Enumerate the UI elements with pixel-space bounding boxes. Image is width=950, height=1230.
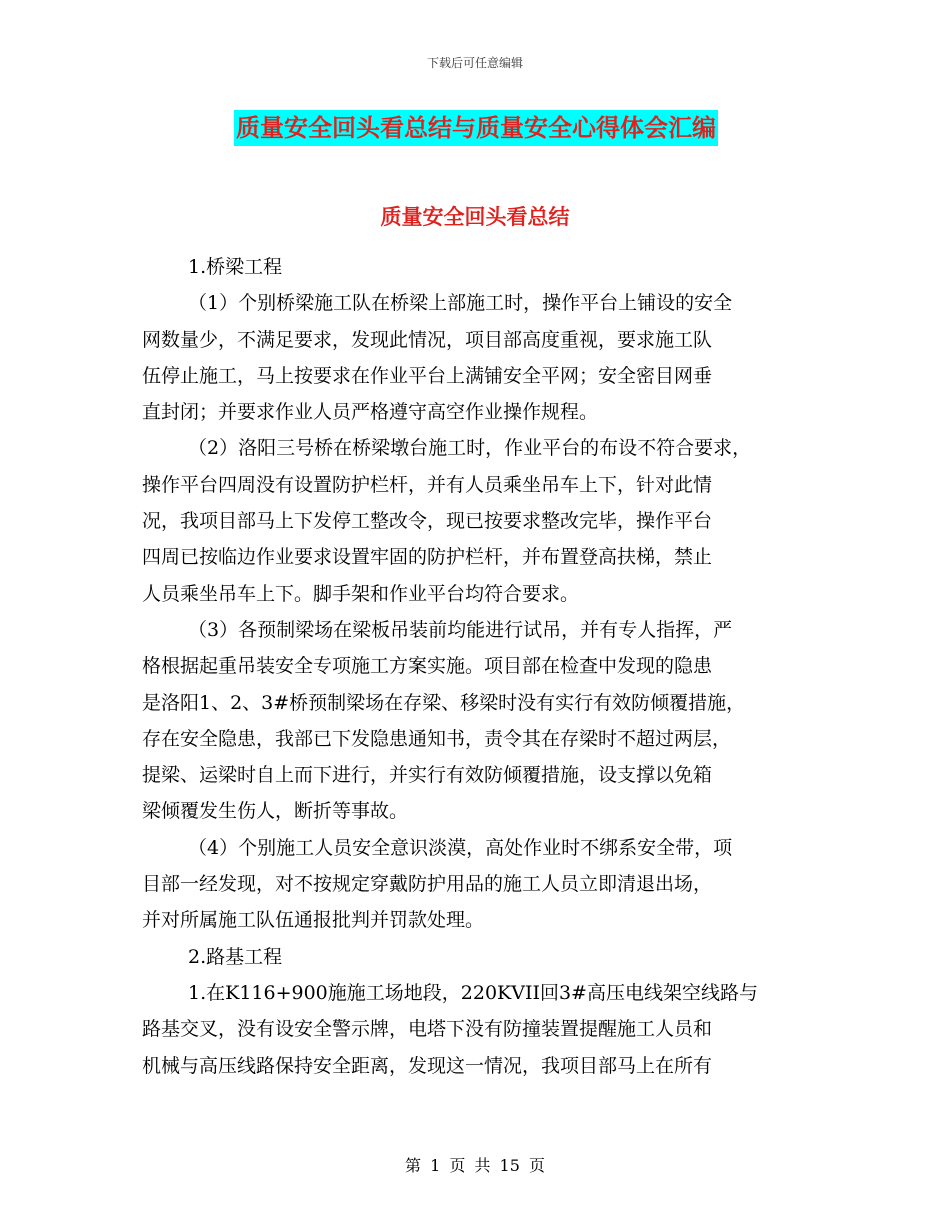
text-line: 格根据起重吊装安全专项施工方案实施。项目部在检查中发现的隐患 [142,655,713,678]
text-line: 路基交叉，没有设安全警示牌，电塔下没有防撞装置提醒施工人员和 [142,1018,713,1041]
header-note: 下载后可任意编辑 [426,56,523,70]
text-line: （4）个别施工人员安全意识淡漠，高处作业时不绑系安全带，项 [188,836,733,859]
text-line: 1.桥梁工程 [188,256,283,278]
body-text [142,249,832,1084]
text-line: 况，我项目部马上下发停工整改令，现已按要求整改完毕，操作平台 [142,510,713,533]
text-line: 网数量少，不满足要求，发现此情况，项目部高度重视，要求施工队 [142,328,713,351]
text-line: 存在安全隐患，我部已下发隐患通知书，责令其在存梁时不超过两层， [142,727,732,750]
text-line: 操作平台四周没有设置防护栏杆，并有人员乘坐吊车上下，针对此情 [142,473,713,496]
text-line: 四周已按临边作业要求设置牢固的防护栏杆，并布置登高扶梯，禁止 [142,546,713,569]
text-line: 1.在K116+900施施工场地段，220KVII回3#高压电线架空线路与 [188,981,758,1004]
text-line: 伍停止施工，马上按要求在作业平台上满铺安全平网；安全密目网垂 [142,364,713,387]
text-line: 是洛阳1、2、3#桥预制梁场在存梁、移梁时没有实行有效防倾覆措施， [142,691,746,714]
document-title: 质量安全回头看总结与质量安全心得体会汇编 [234,110,718,146]
section-title: 质量安全回头看总结 [380,204,570,229]
text-line: 2.路基工程 [188,945,283,968]
text-line: 并对所属施工队伍通报批判并罚款处理。 [142,909,485,932]
text-line: 目部一经发现，对不按规定穿戴防护用品的施工人员立即清退出场， [142,873,713,896]
text-line: 人员乘坐吊车上下。脚手架和作业平台均符合要求。 [142,582,580,605]
text-line: （2）洛阳三号桥在桥梁墩台施工时，作业平台的布设不符合要求， [188,437,752,460]
text-line: （1）个别桥梁施工队在桥梁上部施工时，操作平台上铺设的安全 [188,292,733,315]
text-line: 机械与高压线路保持安全距离，发现这一情况，我项目部马上在所有 [142,1054,713,1077]
text-line: （3）各预制梁场在梁板吊装前均能进行试吊，并有专人指挥，严 [188,618,733,641]
text-line: 提梁、运梁时自上而下进行，并实行有效防倾覆措施，设支撑以免箱 [142,764,713,787]
page-footer: 第 1 页 共 15 页 [405,1156,545,1175]
text-line: 梁倾覆发生伤人，断折等事故。 [142,800,409,823]
text-line: 直封闭；并要求作业人员严格遵守高空作业操作规程。 [142,401,599,424]
